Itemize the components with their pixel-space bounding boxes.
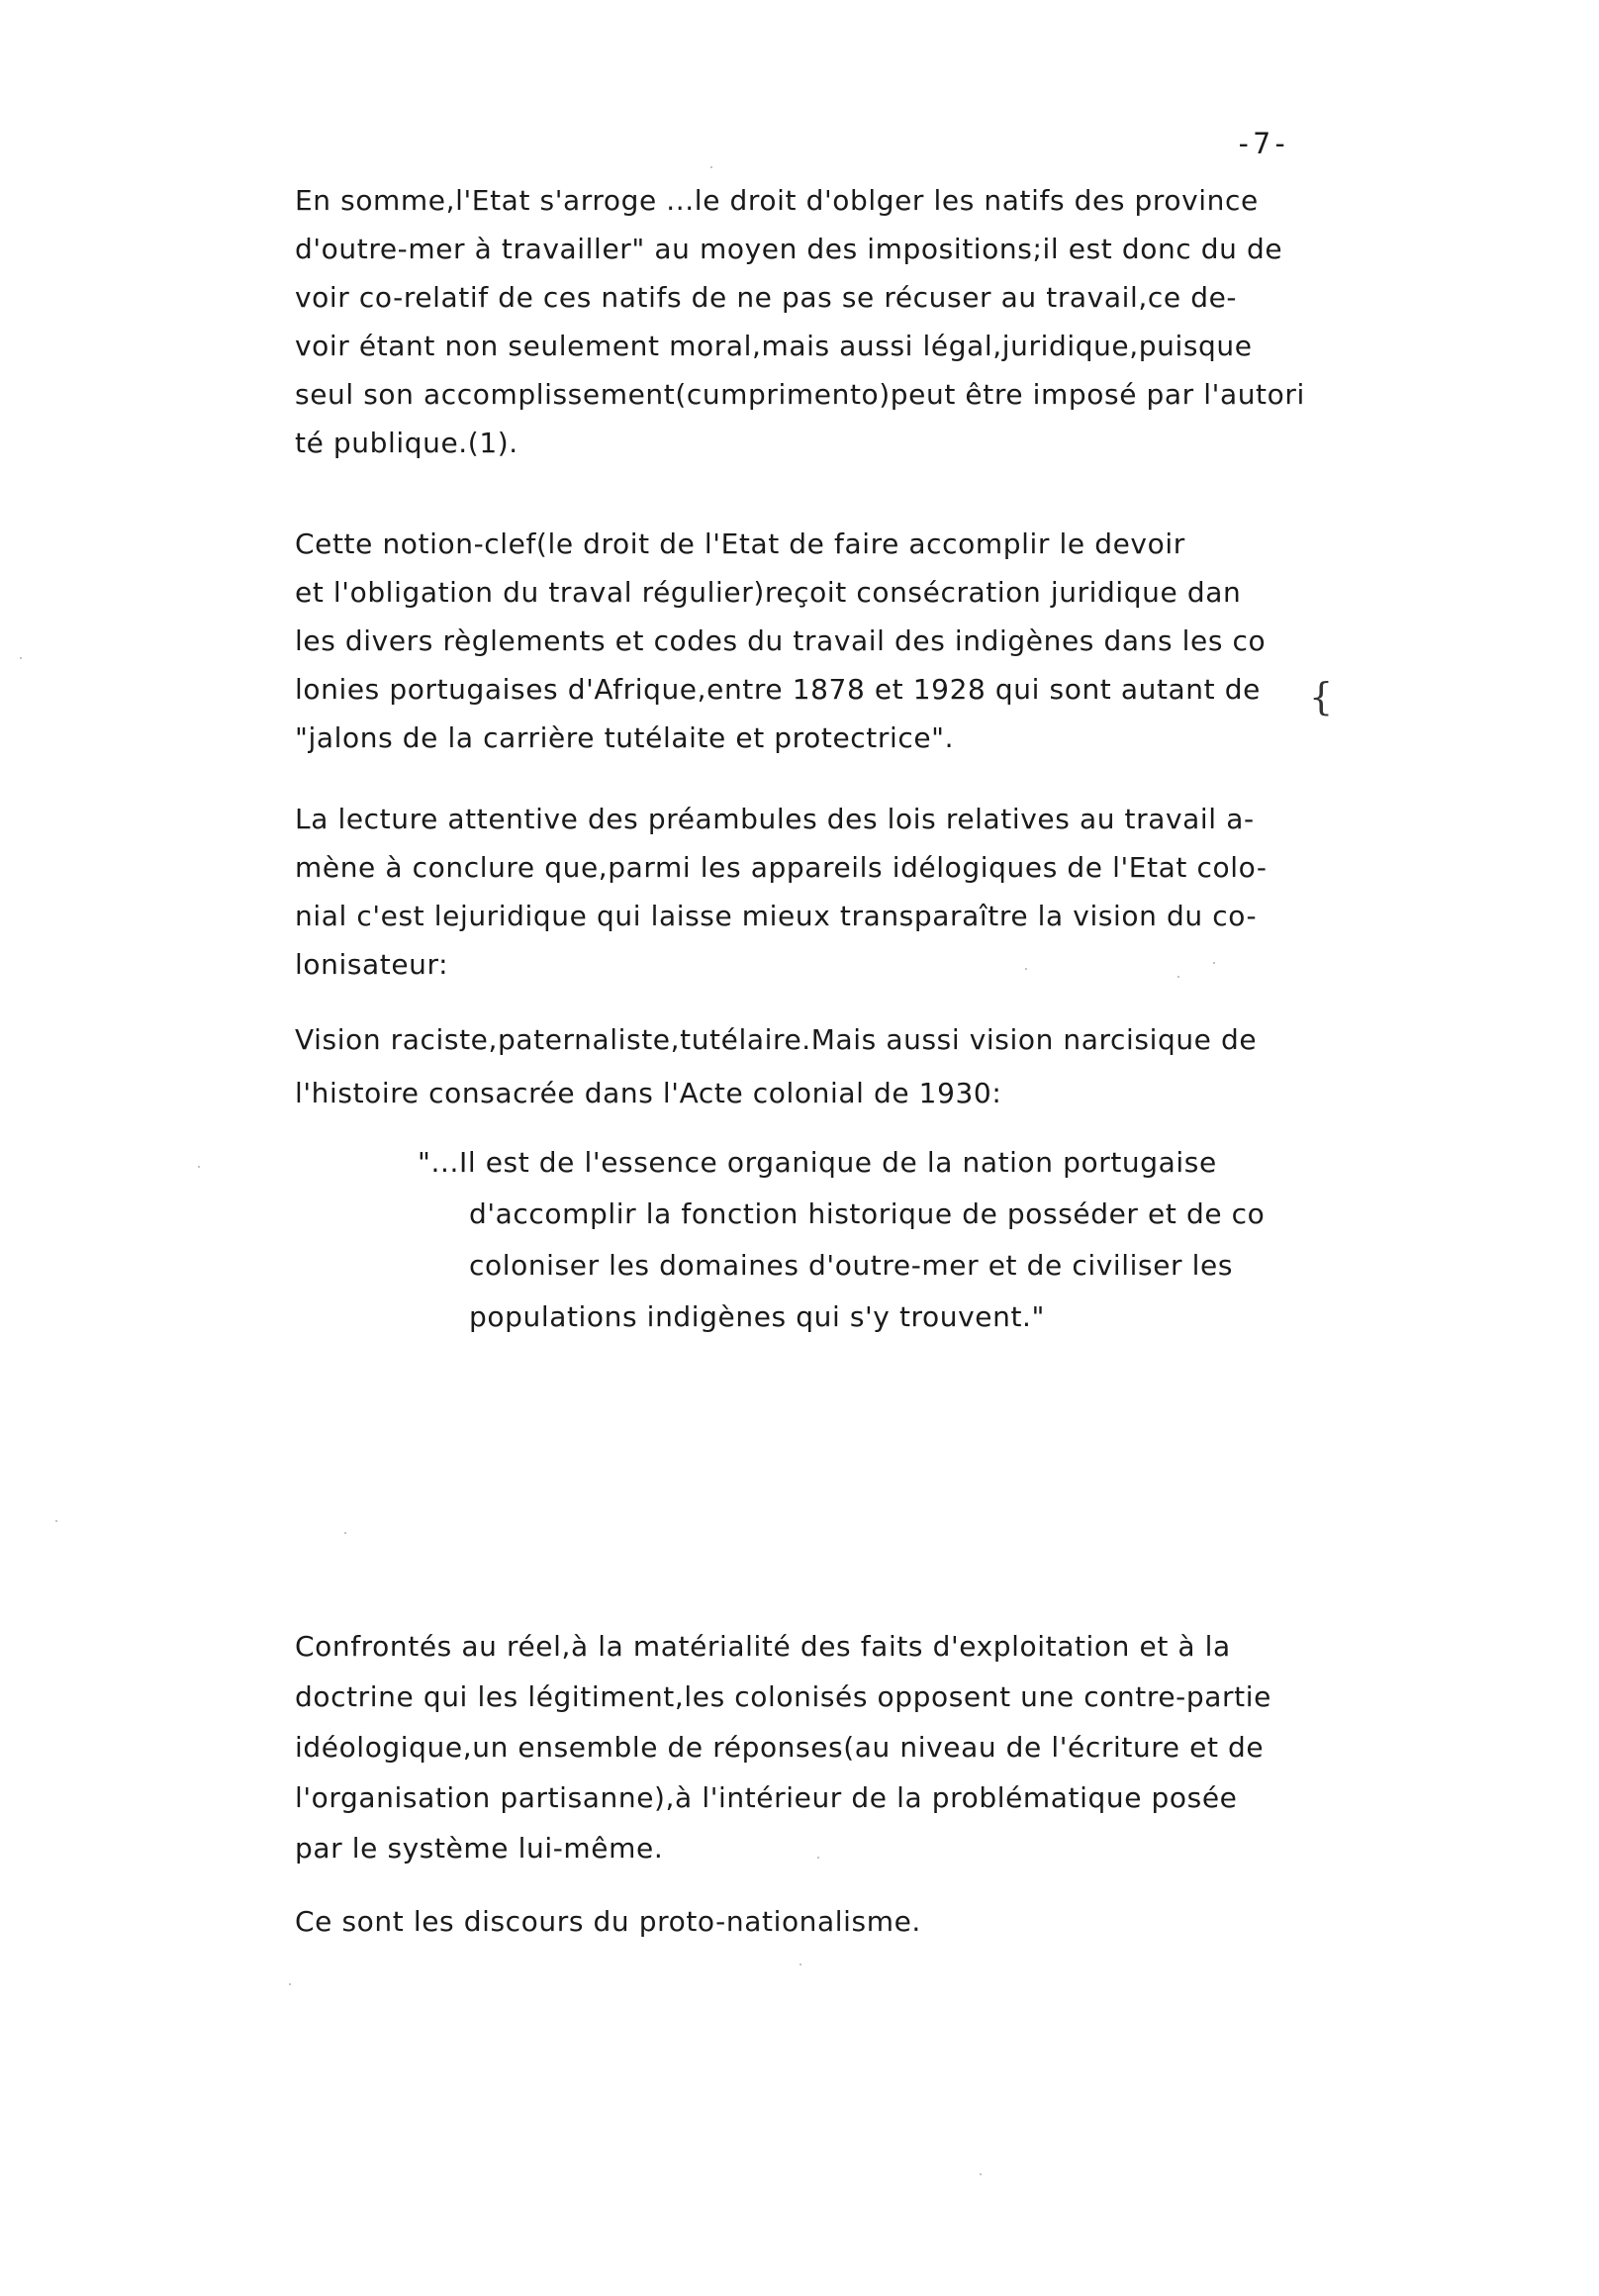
text-line: et l'obligation du traval régulier)reçoit consécration juridique dan — [295, 576, 1242, 609]
text-line: l'histoire consacrée dans l'Acte colonial de 1930: — [295, 1077, 1002, 1109]
text-line: doctrine qui les légitiment,les colonisés opposent une contre-partie — [295, 1680, 1271, 1713]
paragraph-2 — [295, 520, 1334, 762]
scan-speck — [710, 166, 712, 168]
text-line: seul son accomplissement(cumprimento)peut être imposé par l'autori — [295, 378, 1305, 411]
quote-line: coloniser les domaines d'outre-mer et de civiliser les — [469, 1249, 1234, 1282]
text-line: nial c'est lejuridique qui laisse mieux transparaître la vision du co- — [295, 900, 1258, 932]
scan-speck — [1025, 968, 1027, 970]
text-line: les divers règlements et codes du travail des indigènes dans les co — [295, 624, 1267, 657]
scan-speck — [344, 1532, 346, 1534]
block-quote — [418, 1137, 1457, 1343]
text-line: En somme,l'Etat s'arroge ...le droit d'oblger les natifs des province — [295, 184, 1259, 217]
text-line: l'organisation partisanne),à l'intérieur de la problématique posée — [295, 1781, 1238, 1814]
scan-speck — [20, 657, 22, 659]
scan-speck — [800, 1963, 801, 1965]
quote-line: d'accomplir la fonction historique de posséder et de co — [469, 1197, 1266, 1230]
scan-speck — [55, 1520, 57, 1522]
text-line: Confrontés au réel,à la matérialité des faits d'exploitation et à la — [295, 1630, 1231, 1663]
paragraph-1 — [295, 176, 1334, 467]
text-line: d'outre-mer à travailler" au moyen des impositions;il est donc du de — [295, 233, 1283, 265]
text-line: par le système lui-même. — [295, 1832, 664, 1865]
text-line: lonies portugaises d'Afrique,entre 1878 et 1928 qui sont autant de — [295, 673, 1261, 706]
paragraph-3 — [295, 795, 1334, 989]
scan-speck — [289, 1983, 291, 1985]
margin-bracket-mark: { — [1309, 675, 1334, 718]
text-line: Vision raciste,paternaliste,tutélaire.Mais aussi vision narcisique de — [295, 1023, 1258, 1056]
scan-speck — [1177, 976, 1179, 978]
text-line: té publique.(1). — [295, 427, 518, 459]
text-line: La lecture attentive des préambules des lois relatives au travail a- — [295, 803, 1255, 835]
text-line: Ce sont les discours du proto-nationalisme. — [295, 1905, 921, 1938]
quote-line: populations indigènes qui s'y trouvent." — [469, 1300, 1046, 1333]
text-line: "jalons de la carrière tutélaite et protectrice". — [295, 721, 955, 754]
paragraph-6 — [295, 1896, 1334, 1947]
scan-speck — [1213, 962, 1215, 964]
paragraph-4 — [295, 1013, 1334, 1120]
scan-speck — [817, 1857, 819, 1859]
scan-speck — [980, 2173, 982, 2175]
page-number: -7- — [1235, 127, 1290, 160]
quote-line: "...Il est de l'essence organique de la nation portugaise — [418, 1146, 1217, 1179]
text-line: voir co-relatif de ces natifs de ne pas se récuser au travail,ce de- — [295, 281, 1238, 314]
paragraph-5 — [295, 1621, 1334, 1873]
text-line: mène à conclure que,parmi les appareils idélogiques de l'Etat colo- — [295, 851, 1268, 884]
text-line: lonisateur: — [295, 948, 449, 981]
scan-speck — [198, 1166, 200, 1168]
text-line: voir étant non seulement moral,mais aussi légal,juridique,puisque — [295, 330, 1253, 362]
text-line: Cette notion-clef(le droit de l'Etat de faire accomplir le devoir — [295, 527, 1185, 560]
text-line: idéologique,un ensemble de réponses(au niveau de l'écriture et de — [295, 1731, 1265, 1764]
